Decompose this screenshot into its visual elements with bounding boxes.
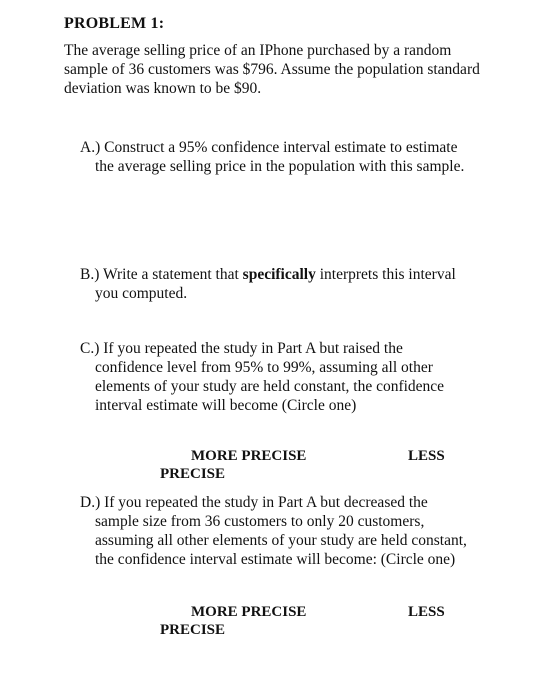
part-a-line-2: the average selling price in the population with this sample. <box>95 158 465 175</box>
part-c <box>80 339 490 415</box>
part-c-line-4: interval estimate will become (Circle one) <box>95 397 357 414</box>
part-d-line-2: sample size from 36 customers to only 20 customers, <box>95 513 425 530</box>
part-b-emphasis: specifically <box>242 266 316 283</box>
part-c-line-3: elements of your study are held constant, the confidence <box>95 378 445 395</box>
problem-intro: The average selling price of an IPhone purchased by a random sample of 36 customers was $796. Assume the population standard deviation was known to be $90. <box>64 42 480 97</box>
part-d-line-1: If you repeated the study in Part A but decreased the <box>104 494 428 511</box>
part-b-text-post: interprets this interval <box>315 266 456 283</box>
part-d <box>80 493 500 569</box>
part-c-choice-less[interactable]: LESS <box>408 448 445 464</box>
part-c-line-2: confidence level from 95% to 99%, assuming all other <box>95 359 433 376</box>
part-a-label: A.) <box>80 139 101 156</box>
part-c-line-1: If you repeated the study in Part A but raised the <box>103 340 403 357</box>
part-d-choice-less[interactable]: LESS <box>408 604 445 620</box>
part-c-choice-less-precise-continuation[interactable]: PRECISE <box>160 466 226 482</box>
part-c-choice-more-precise[interactable]: MORE PRECISE <box>191 448 307 464</box>
part-a-line-1: Construct a 95% confidence interval estimate to estimate <box>104 139 458 156</box>
part-b-label: B.) <box>80 266 100 283</box>
part-d-choice-less-precise-continuation[interactable]: PRECISE <box>160 622 226 638</box>
problem-title: PROBLEM 1: <box>64 15 165 32</box>
part-d-line-4: the confidence interval estimate will become: (Circle one) <box>95 551 456 568</box>
part-b-text-pre: Write a statement that <box>102 266 243 283</box>
part-d-label: D.) <box>80 494 101 511</box>
part-c-label: C.) <box>80 340 100 357</box>
part-a <box>80 138 490 176</box>
part-d-choice-more-precise[interactable]: MORE PRECISE <box>191 604 307 620</box>
part-b <box>80 265 490 303</box>
part-b-line-2: you computed. <box>95 285 188 302</box>
part-d-line-3: assuming all other elements of your study are held constant, <box>95 532 467 549</box>
